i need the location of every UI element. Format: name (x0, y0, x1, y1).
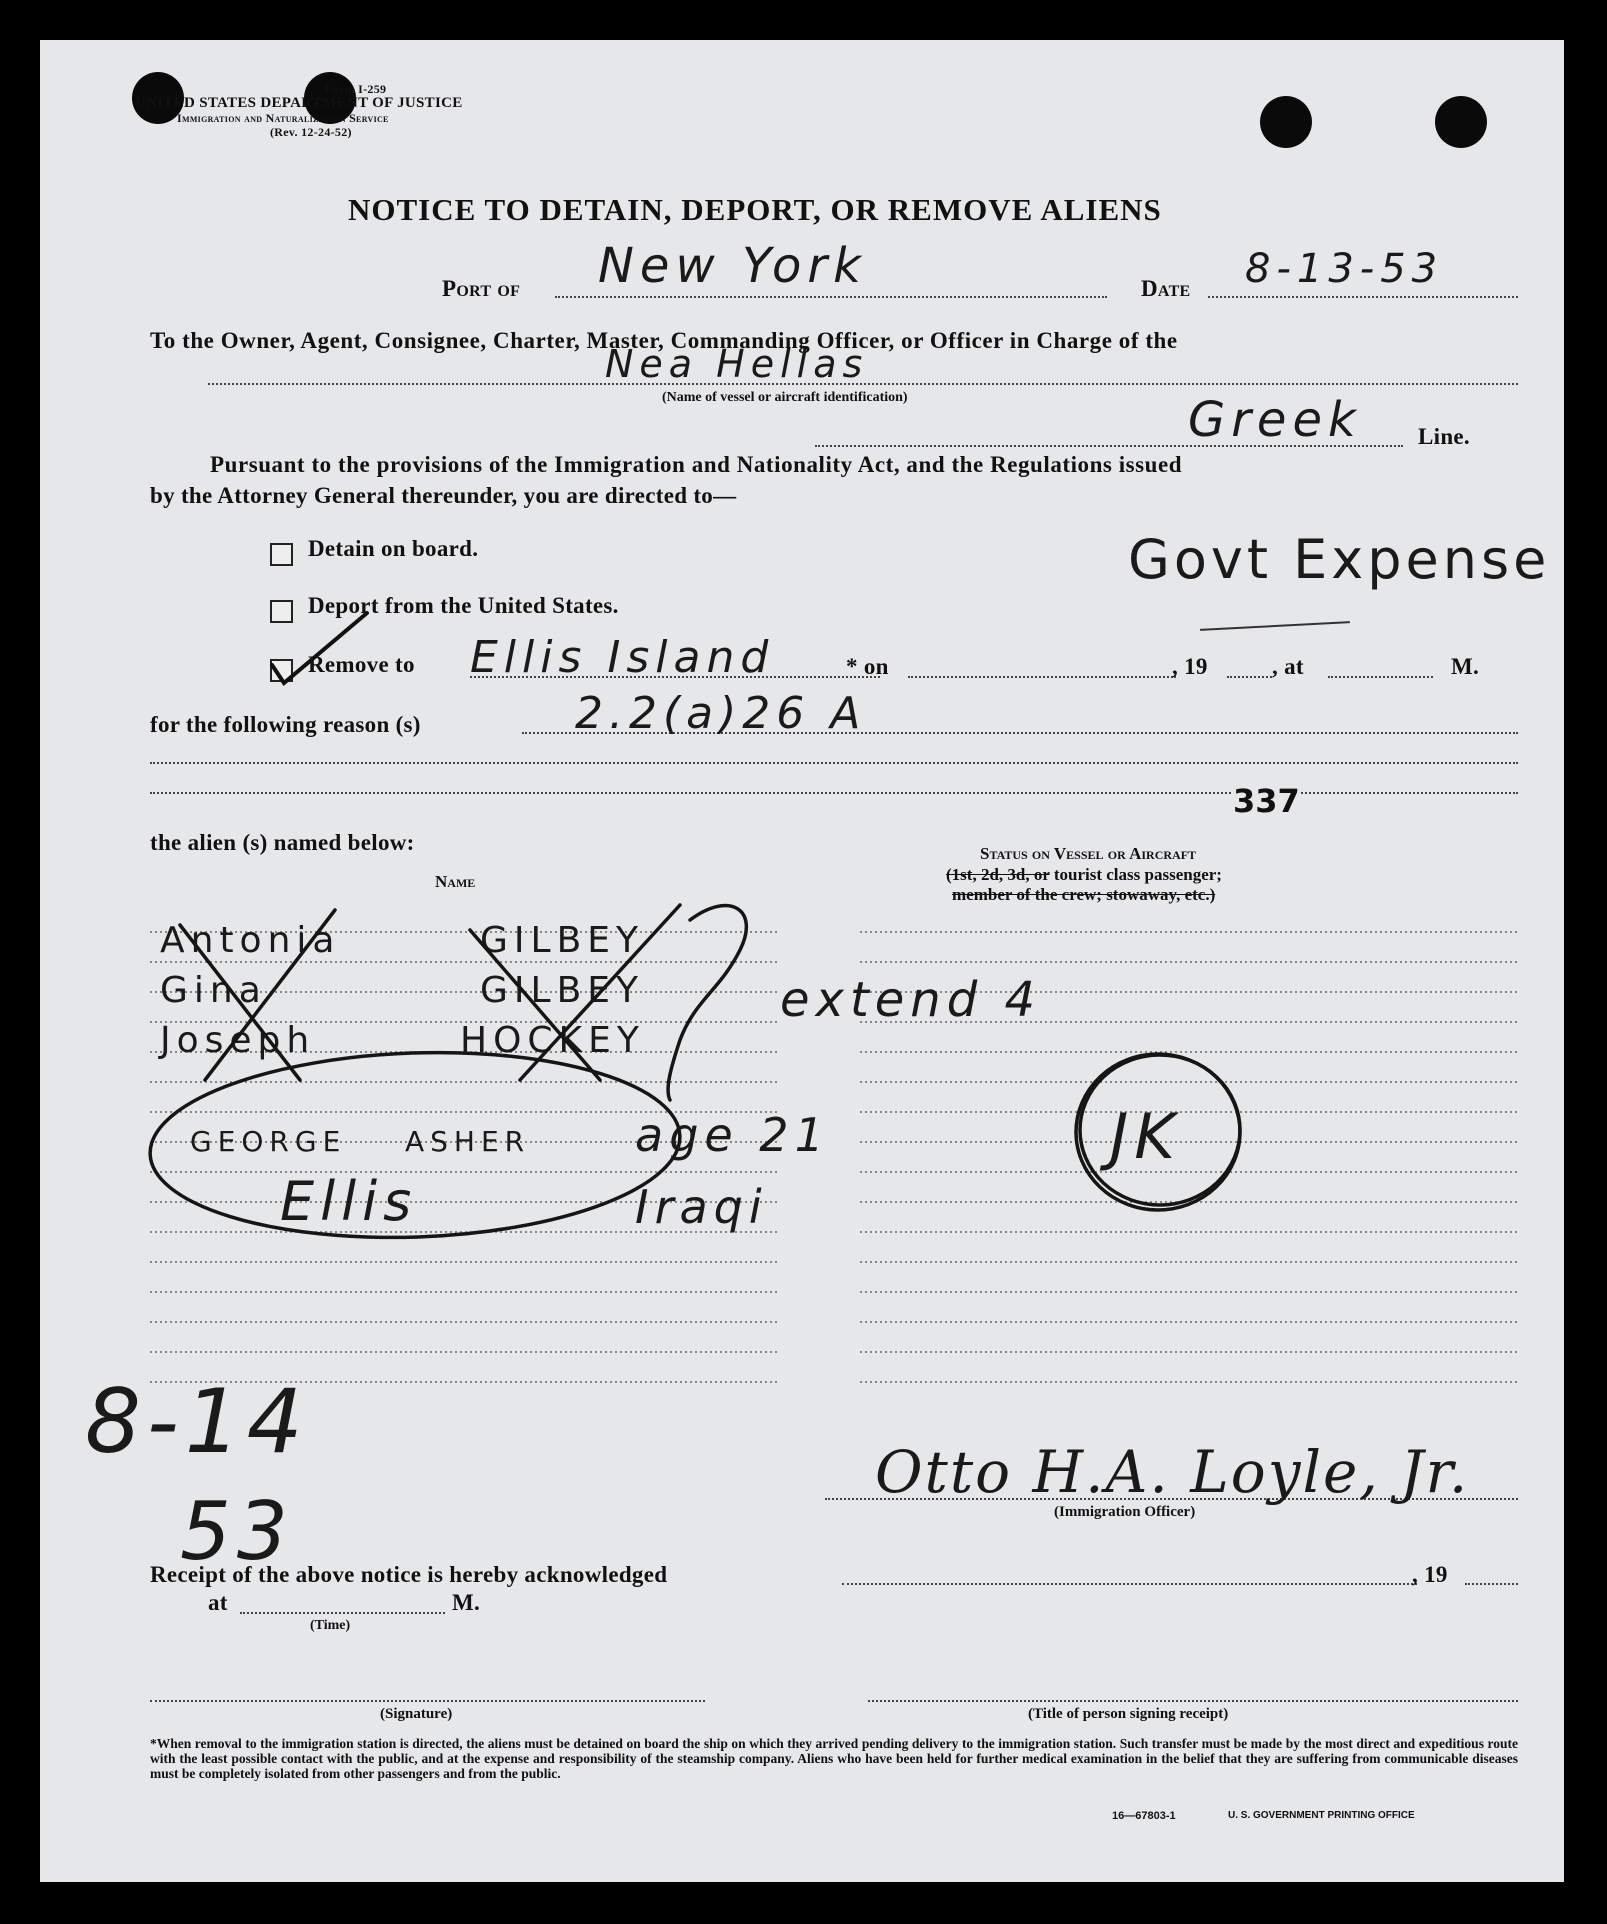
header-revision: (Rev. 12-24-52) (270, 125, 352, 139)
date-note-2: 53 (180, 1485, 294, 1578)
title-line (868, 1700, 1518, 1702)
circled-last-name: ASHER (405, 1125, 531, 1158)
circled-first-name: GEORGE (190, 1125, 347, 1158)
remove-destination: Ellis Island (470, 632, 775, 683)
status-header-2 (946, 865, 1222, 885)
year-line (1227, 676, 1272, 678)
reason-line-3 (150, 792, 1518, 794)
pursuant-text: Pursuant to the provisions of the Immigration and Nationality Act, and the Regulations issued (210, 452, 1183, 477)
circled-initials: JK (1110, 1100, 1181, 1173)
signature-line (150, 1700, 705, 1702)
extend-note: extend 4 (780, 972, 1041, 1028)
footnote: *When removal to the immigration station is directed, the aliens must be detained on board the ship on which they arrived pending delivery to the immigration station. Such transfer must be made by the most direct and expeditious route with the least possible contact with the public, and at the expense and responsibility of the steamship company. Aliens who have been held for further medical examination in the belief that they are suffering from communicable diseases must be completely isolated from other passengers and from the public. (150, 1736, 1518, 1781)
port-label: Port of (442, 276, 521, 301)
status-struck-text: (1st, 2d, 3d, or (946, 865, 1050, 884)
struck-first-name: Joseph (160, 1020, 316, 1061)
to-line: To the Owner, Agent, Consignee, Charter, Master, Commanding Officer, or Officer in Charge of the (150, 328, 1178, 353)
pursuant-text-2: by the Attorney General thereunder, you are directed to— (150, 483, 737, 508)
on-label: * on (846, 654, 889, 679)
aliens-label: the alien (s) named below: (150, 830, 415, 855)
print-code: 16—67803-1 (1112, 1810, 1176, 1822)
receipt-time-line (240, 1612, 445, 1614)
age-note: age 21 (635, 1108, 830, 1162)
struck-last-name: HOCKEY (460, 1020, 645, 1061)
receipt-m: M. (452, 1590, 481, 1615)
form-page (40, 40, 1564, 1882)
remove-label: Remove to (308, 652, 415, 677)
reason-value: 2.2(a)26 A (575, 688, 867, 739)
vessel-caption: (Name of vessel or aircraft identification) (662, 390, 908, 405)
line-value: Greek (1188, 392, 1362, 448)
date-note: 8-14 (85, 1370, 309, 1473)
printer-imprint: U. S. GOVERNMENT PRINTING OFFICE (1228, 1810, 1415, 1821)
detain-label: Detain on board. (308, 536, 479, 561)
m-label: M. (1451, 654, 1480, 679)
struck-last-name: GILBEY (480, 920, 645, 961)
title-caption: (Title of person signing receipt) (1028, 1706, 1229, 1722)
punch-hole (1435, 96, 1487, 148)
stamp-number: 337 (1233, 782, 1300, 820)
status-crew-text: member of the crew; stowaway, etc.) (952, 885, 1216, 904)
receipt-year: , 19 (1412, 1562, 1448, 1587)
receipt-year-line (1465, 1583, 1518, 1585)
port-line (555, 296, 1107, 298)
underline-mark (1200, 621, 1350, 631)
signature-caption: (Signature) (380, 1706, 453, 1722)
officer-caption: (Immigration Officer) (1054, 1504, 1196, 1520)
page-title: NOTICE TO DETAIN, DEPORT, OR REMOVE ALIENS (348, 192, 1162, 227)
struck-first-name: Antonia (160, 920, 341, 961)
name-header: Name (435, 872, 476, 891)
struck-last-name: GILBEY (480, 970, 645, 1011)
time-line (1328, 676, 1433, 678)
port-value: New York (598, 238, 867, 294)
department-header (135, 82, 463, 139)
form-number: Form I-259 (325, 82, 387, 96)
header-service: Immigration and Naturalization Service (177, 111, 389, 125)
receipt-text: Receipt of the above notice is hereby acknowledged (150, 1562, 668, 1587)
nationality-note: Iraqi (635, 1180, 768, 1234)
year-label: , 19 (1172, 654, 1208, 679)
time-caption: (Time) (310, 1618, 351, 1633)
circled-destination: Ellis (280, 1170, 418, 1233)
on-date-line (908, 676, 1176, 678)
punch-hole (1260, 96, 1312, 148)
detain-checkbox[interactable] (270, 543, 293, 566)
receipt-date-line (842, 1583, 1417, 1585)
at-label: , at (1272, 654, 1304, 679)
status-rest-text: tourist class passenger; (1053, 865, 1222, 884)
struck-first-name: Gina (160, 970, 267, 1011)
receipt-at: at (208, 1590, 228, 1615)
date-label: Date (1141, 276, 1191, 301)
line-label: Line. (1418, 424, 1470, 449)
deport-label: Deport from the United States. (308, 593, 619, 618)
reason-label: for the following reason (s) (150, 712, 421, 737)
header-department: UNITED STATES DEPARTMENT OF JUSTICE (135, 95, 463, 111)
officer-signature: Otto H.A. Loyle, Jr. (875, 1438, 1470, 1506)
date-value: 8-13-53 (1245, 246, 1444, 292)
status-header: Status on Vessel or Aircraft (980, 844, 1197, 863)
date-line (1208, 296, 1518, 298)
govt-expense-note: Govt Expense (1128, 528, 1551, 591)
vessel-value: Nea Hellas (605, 342, 869, 386)
reason-line-2 (150, 762, 1518, 764)
